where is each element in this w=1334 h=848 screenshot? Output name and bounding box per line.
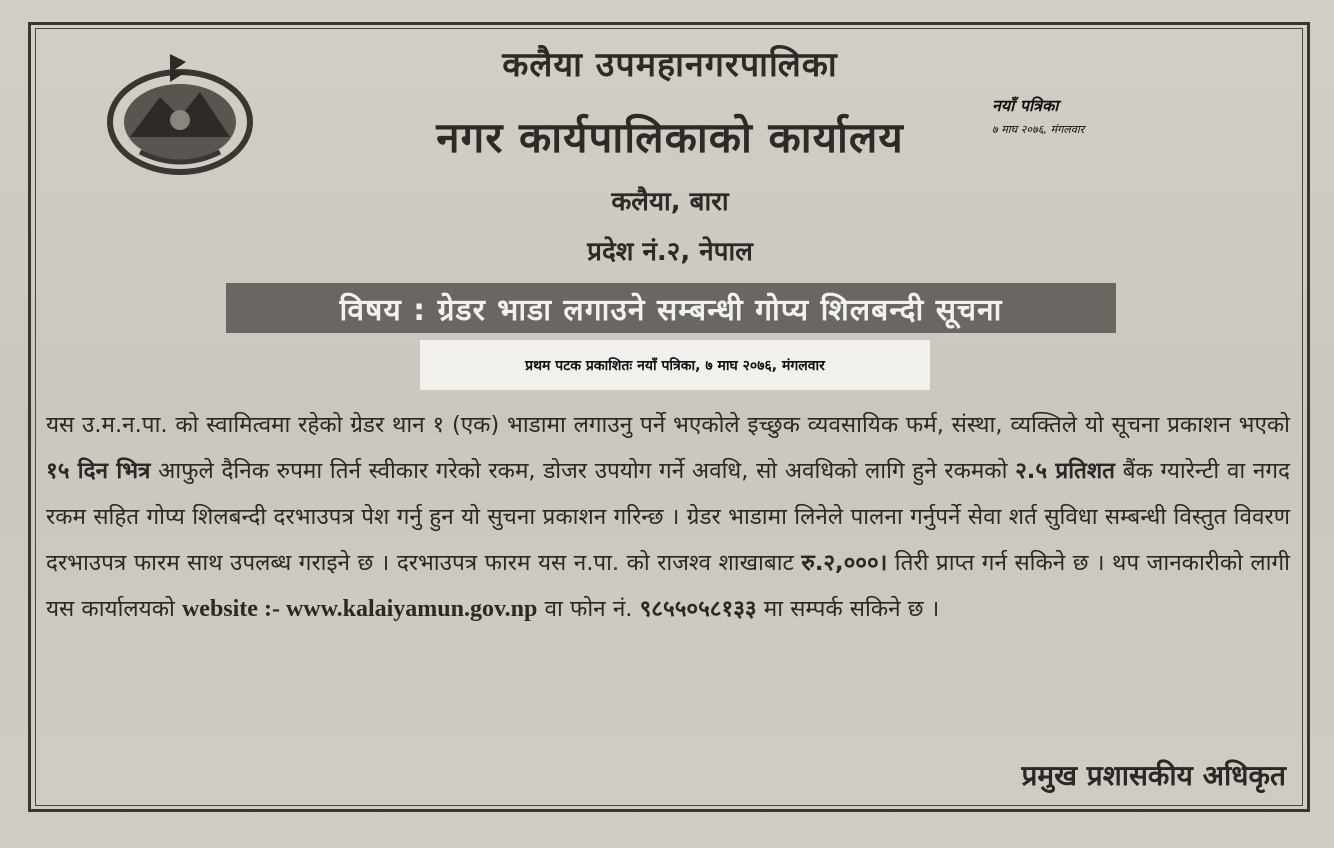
body-part-3: बैंक ग्यारेन्टी वा नगद रकम सहित गोप्य शिलबन्दी दरभाउपत्र पेश गर्नु हुन यो सुचना प्रकाशन गरिन्छ । ग्रेडर भाडामा लिनेले पालना गर्नुपर्ने सेवा शर्त सुविधा सम्बन्धी विस्तुत विवरण दरभाउपत्र फारम साथ उपलब्ध गराइने छ । दरभाउपत्र फारम यस न.पा. को राजश्व शाखाबाट <box>46 458 1290 576</box>
notice-body <box>46 402 1290 632</box>
municipality-name: कलैया उपमहानगरपालिका <box>502 45 838 85</box>
body-part-4: तिरी प्राप्त गर्न सकिने छ । थप जानकारीको लागी यस कार्यालयको <box>46 550 1290 622</box>
publication-note: प्रथम पटक प्रकाशितः नयाँ पत्रिका, ७ माघ २०७६, मंगलवार <box>525 357 825 374</box>
body-part-1: यस उ.म.न.पा. को स्वामित्वमा रहेको ग्रेडर थान १ (एक) भाडामा लगाउनु पर्ने भएकोले इच्छुक व्यवसायिक फर्म, संस्था, व्यक्तिले यो सूचना प्रकाशन भएको <box>46 412 1290 438</box>
newspaper-name: नयाँ पत्रिका <box>992 96 1059 115</box>
province-line: प्रदेश नं.२, नेपाल <box>587 237 753 267</box>
subject-text: विषय : ग्रेडर भाडा लगाउने सम्बन्धी गोप्य शिलबन्दी सूचना <box>339 292 1003 328</box>
office-name: नगर कार्यपालिकाको कार्यालय <box>436 113 904 162</box>
nepal-emblem-icon <box>100 42 260 182</box>
deadline-highlight: १५ दिन भित्र <box>46 458 151 484</box>
percent-highlight: २.५ प्रतिशत <box>1015 458 1116 484</box>
office-location: कलैया, बारा <box>611 187 729 217</box>
newspaper-date: ७ माघ २०७६, मंगलवार <box>992 123 1085 136</box>
phone-number: ९८५५०५८१३३ <box>639 596 757 622</box>
publication-note-box <box>420 340 930 390</box>
body-part-6: मा सम्पर्क सकिने छ । <box>756 596 940 622</box>
subject-banner <box>226 283 1116 333</box>
body-part-2: आफुले दैनिक रुपमा तिर्न स्वीकार गरेको रकम, डोजर उपयोग गर्ने अवधि, सो अवधिको लागि हुने रकमको <box>150 458 1016 484</box>
fee-highlight: रु.२,०००। <box>801 550 888 576</box>
website-link[interactable]: website :- www.kalaiyamun.gov.np <box>181 596 538 622</box>
body-part-5: वा फोन नं. <box>537 596 640 622</box>
signature-title: प्रमुख प्रशासकीय अधिकृत <box>1021 759 1286 792</box>
